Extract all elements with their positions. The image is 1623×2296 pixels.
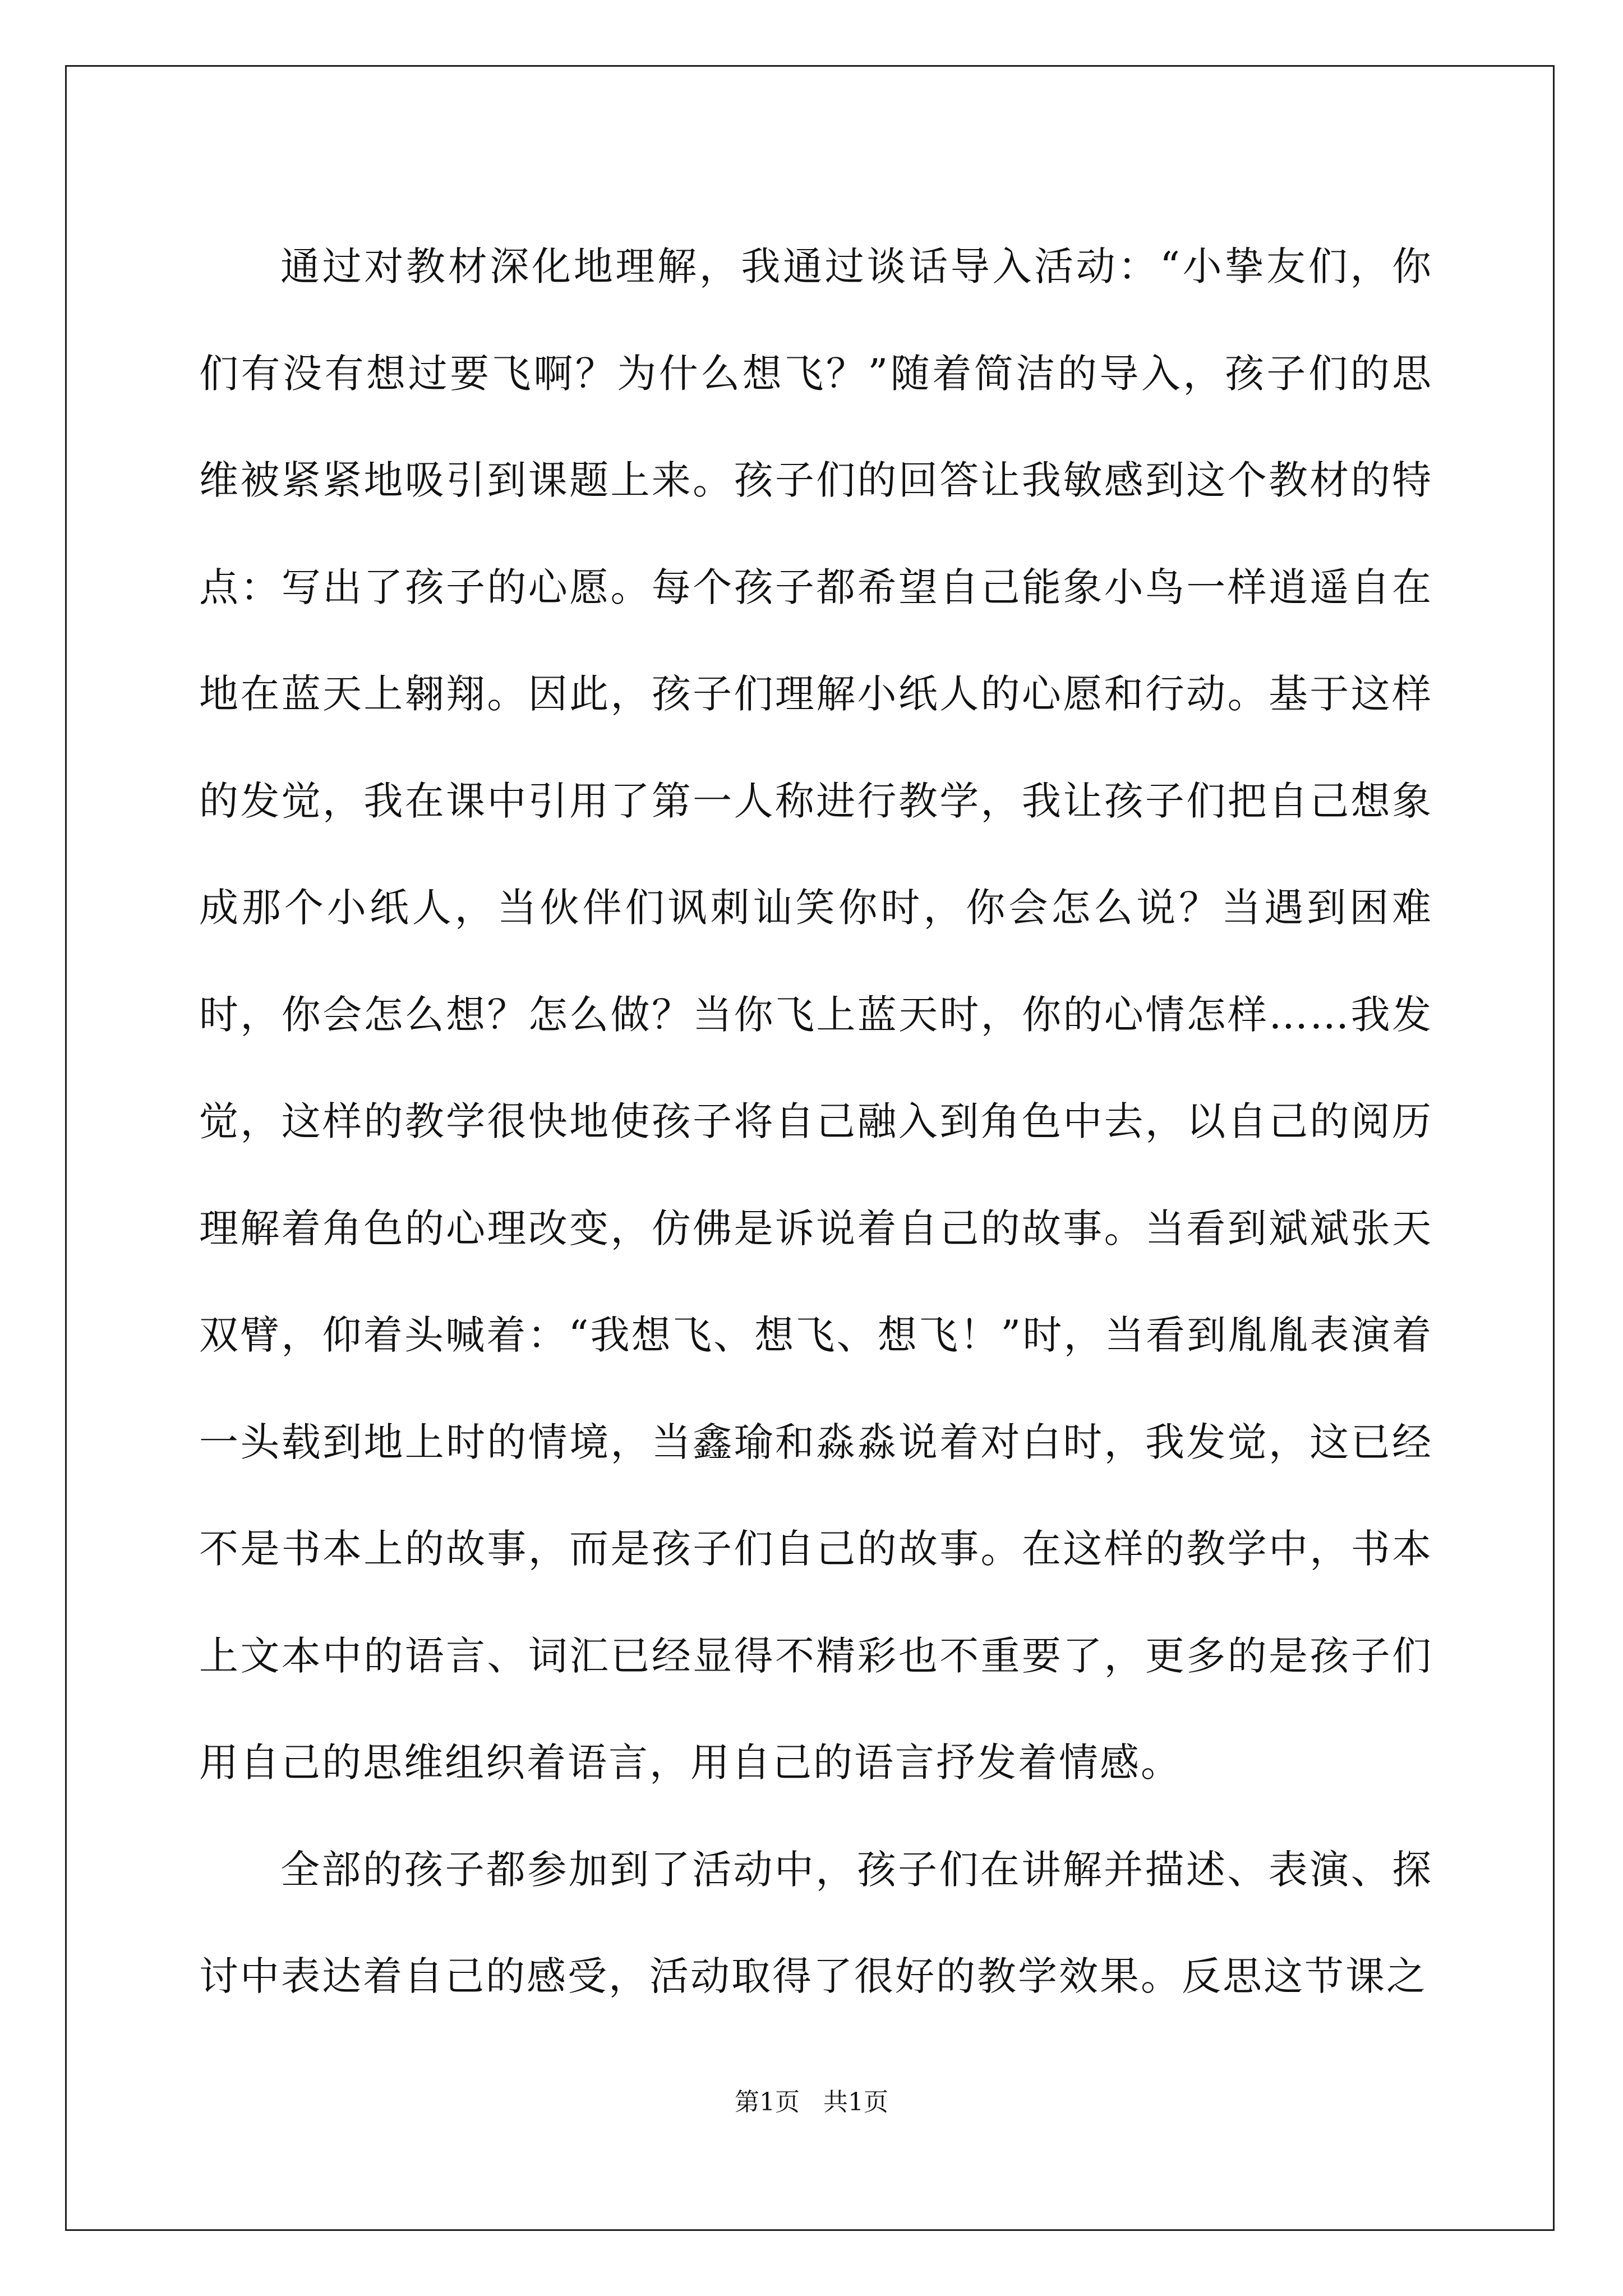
- paragraph-1: 通过对教材深化地理解，我通过谈话导入活动：“小挚友们，你们有没有想过要飞啊？为什么想飞？”随着简洁的导入，孩子们的思维被紧紧地吸引到课题上来。孩子们的回答让我敏感到这个教材的特点：写出了孩子的心愿。每个孩子都希望自己能象小鸟一样逍遥自在地在蓝天上翱翔。因此，孩子们理解小纸人的心愿和行动。基于这样的发觉，我在课中引用了第一人称进行教学，我让孩子们把自己想象成那个小纸人，当伙伴们讽刺讪笑你时，你会怎么说？当遇到困难时，你会怎么想？怎么做？当你飞上蓝天时，你的心情怎样……我发觉，这样的教学很快地使孩子将自己融入到角色中去，以自己的阅历理解着角色的心理改变，仿佛是诉说着自己的故事。当看到斌斌张天双臂，仰着头喊着：“我想飞、想飞、想飞！”时，当看到胤胤表演着一头载到地上时的情境，当鑫瑜和淼淼说着对白时，我发觉，这已经不是书本上的故事，而是孩子们自己的故事。在这样的教学中，书本上文本中的语言、词汇已经显得不精彩也不重要了，更多的是孩子们用自己的思维组织着语言，用自己的语言抒发着情感。: [199, 243, 1433, 1786]
- paragraph-2: 全部的孩子都参加到了活动中，孩子们在讲解并描述、表演、探讨中表达着自己的感受，活动取得了很好的教学效果。反思这节课之: [199, 1846, 1433, 1999]
- total-pages: 共1页: [823, 2088, 888, 2116]
- page-footer: [0, 2086, 1623, 2119]
- document-body: [199, 213, 1433, 2030]
- page-number: 第1页: [735, 2088, 800, 2116]
